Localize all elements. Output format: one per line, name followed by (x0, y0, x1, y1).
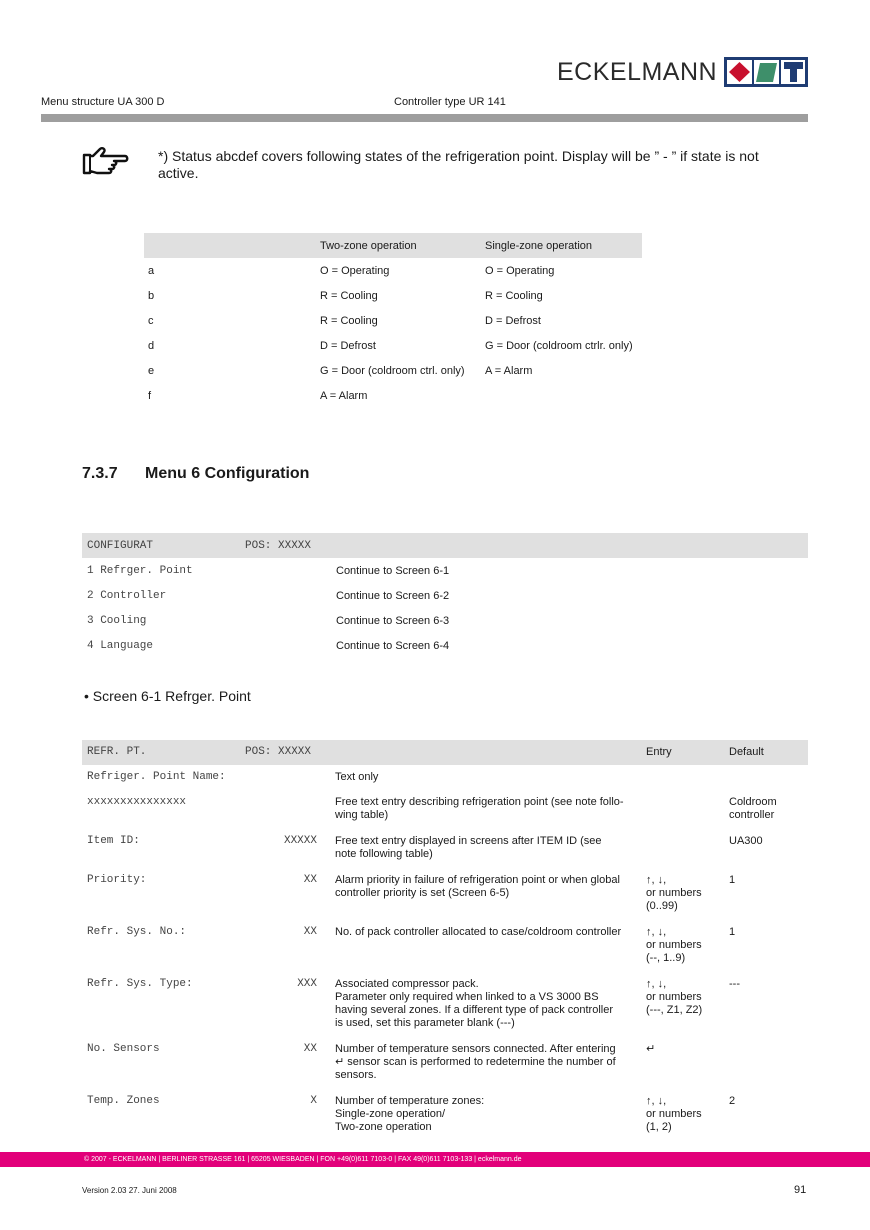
menu-item-label: 3 Cooling (87, 614, 147, 627)
screen-subheading-text: Screen 6-1 Refrger. Point (92, 688, 251, 704)
parameter-entry: ↵ (646, 1043, 656, 1055)
table-row (82, 1089, 808, 1141)
table-row (82, 972, 808, 1037)
parameter-value: XXXXX (283, 835, 317, 847)
menu-item-action: Continue to Screen 6-3 (336, 614, 450, 627)
menu-item-label: 2 Controller (87, 589, 167, 602)
footer-company-info: © 2007 - ECKELMANN | BERLINER STRASSE 161 | 65205 WIESBADEN | FON +49(0)611 7103-0 | FAX 49(0)611 7103-133 | eckelmann.de (84, 1156, 522, 1163)
screen-position: POS: XXXXX (245, 533, 336, 558)
parameter-default (729, 1037, 808, 1089)
status-table (144, 233, 642, 408)
parameter-label (87, 1037, 317, 1089)
default-header: Default (729, 740, 808, 765)
screen-6-1-table (82, 740, 808, 1141)
screen-position: POS: XXXXX (245, 746, 312, 758)
parameter-default (729, 765, 808, 790)
parameter-label (87, 829, 317, 868)
parameter-label (87, 765, 317, 790)
parameter-value: XX (303, 1043, 317, 1055)
parameter-entry (646, 790, 729, 829)
parameter-entry: ↑, ↓, or numbers (--, 1..9) (646, 926, 702, 964)
parameter-label-text: Temp. Zones (87, 1095, 160, 1107)
single-zone-state: O = Operating (485, 264, 555, 277)
parameter-label-text: No. Sensors (87, 1043, 160, 1055)
two-zone-state: G = Door (coldroom ctrl. only) (320, 364, 465, 377)
header-controller-type: Controller type UR 141 (394, 96, 506, 108)
parameter-description: Number of temperature zones: Single-zone operation/ Two-zone operation (335, 1095, 485, 1133)
menu-item-label: 1 Refrger. Point (87, 564, 193, 577)
description-header (335, 740, 646, 765)
table-row (82, 920, 808, 972)
parameter-value: XXX (297, 978, 317, 990)
parameter-default: 1 (729, 926, 736, 938)
parameter-description: Free text entry describing refrigeration point (see note follo- wing table) (335, 796, 624, 821)
parameter-default: 2 (729, 1095, 736, 1107)
parameter-entry: ↑, ↓, or numbers (1, 2) (646, 1095, 702, 1133)
parameter-default: UA300 (729, 835, 763, 847)
parameter-label (87, 1089, 317, 1141)
bullet-symbol: • (84, 688, 89, 704)
table-row (82, 558, 808, 583)
status-letter: a (148, 264, 155, 277)
parameter-label-text: Refriger. Point Name: (87, 771, 226, 783)
header-cell (144, 233, 320, 258)
two-zone-state: A = Alarm (320, 389, 368, 402)
parameter-label-text: Priority: (87, 874, 147, 886)
screen-subheading (84, 688, 251, 704)
table-row (82, 829, 808, 868)
two-zone-state: R = Cooling (320, 314, 378, 327)
document-version: Version 2.03 27. Juni 2008 (82, 1186, 177, 1195)
menu-item-action: Continue to Screen 6-1 (336, 564, 450, 577)
entry-header: Entry (646, 740, 729, 765)
two-zone-state: R = Cooling (320, 289, 378, 302)
parameter-entry (646, 829, 729, 868)
parameter-value: XX (303, 926, 317, 938)
screen-title: CONFIGURAT (87, 533, 245, 558)
parameter-value: XX (303, 874, 317, 886)
table-row (144, 308, 642, 333)
status-letter: f (148, 389, 152, 402)
menu-item-action: Continue to Screen 6-2 (336, 589, 450, 602)
menu-item-action: Continue to Screen 6-4 (336, 639, 450, 652)
screen-table-header (82, 740, 808, 765)
table-row (144, 258, 642, 283)
table-row (144, 383, 642, 408)
parameter-label (87, 920, 317, 972)
two-zone-state: O = Operating (320, 264, 390, 277)
table-row (144, 333, 642, 358)
parameter-default: 1 (729, 874, 736, 886)
single-zone-state (485, 383, 642, 408)
single-zone-state: A = Alarm (485, 364, 533, 377)
parameter-label-text: Refr. Sys. No.: (87, 926, 187, 938)
parameter-default: --- (729, 978, 740, 990)
section-title: Menu 6 Configuration (145, 465, 310, 482)
table-row (82, 633, 808, 658)
section-heading (82, 465, 309, 483)
screen-title: REFR. PT. POS: XXXXX (87, 740, 317, 765)
parameter-value: X (310, 1095, 317, 1107)
eckelmann-logo-icon (724, 57, 808, 87)
single-zone-state: R = Cooling (485, 289, 543, 302)
header-document-title: Menu structure UA 300 D (41, 96, 165, 108)
parameter-entry: ↑, ↓, or numbers (---, Z1, Z2) (646, 978, 703, 1016)
parameter-description: Associated compressor pack. Parameter only required when linked to a VS 3000 BS having several zones. If a different type of pack controller is used, set this parameter blank (---) (335, 978, 614, 1029)
page-number: 91 (794, 1184, 807, 1196)
brand-logo-text: ECKELMANN (557, 58, 718, 86)
table-row (82, 790, 808, 829)
status-table-header (144, 233, 642, 258)
parameter-description: Number of temperature sensors connected. After entering ↵ sensor scan is performed to redetermine the number of sensors. (335, 1043, 616, 1081)
parameter-label (87, 972, 317, 1037)
header-divider (41, 114, 808, 122)
single-zone-state: G = Door (coldroom ctrlr. only) (485, 339, 633, 352)
parameter-label (87, 868, 317, 920)
table-row (82, 1037, 808, 1089)
table-row (82, 608, 808, 633)
header-cell: Single-zone operation (485, 233, 642, 258)
section-number: 7.3.7 (82, 465, 118, 482)
parameter-default: Coldroom controller (729, 796, 777, 821)
parameter-description: Alarm priority in failure of refrigeration point or when global controller priority is set (Screen 6-5) (335, 874, 620, 899)
parameter-description: Text only (335, 771, 379, 783)
parameter-description: No. of pack controller allocated to case/coldroom controller (335, 926, 622, 938)
table-row (144, 358, 642, 383)
header-cell: Two-zone operation (320, 233, 485, 258)
two-zone-state: D = Defrost (320, 339, 376, 352)
parameter-entry (646, 765, 729, 790)
parameter-entry: ↑, ↓, or numbers (0..99) (646, 874, 702, 912)
parameter-label (87, 790, 317, 829)
status-letter: d (148, 339, 155, 352)
configuration-menu-table (82, 533, 808, 658)
table-row (82, 583, 808, 608)
parameter-label-text: Refr. Sys. Type: (87, 978, 193, 990)
pointing-hand-icon (81, 146, 129, 176)
table-row (144, 283, 642, 308)
parameter-label-text: Item ID: (87, 835, 140, 847)
status-letter: e (148, 364, 155, 377)
single-zone-state: D = Defrost (485, 314, 541, 327)
parameter-description: Free text entry displayed in screens after ITEM ID (see note following table) (335, 835, 602, 860)
status-letter: c (148, 314, 154, 327)
menu-item-label: 4 Language (87, 639, 154, 652)
table-row (82, 765, 808, 790)
parameter-label-text: xxxxxxxxxxxxxxx (87, 796, 187, 808)
config-table-header (82, 533, 808, 558)
status-letter: b (148, 289, 155, 302)
status-note: *) Status abcdef covers following states of the refrigeration point. Display will be ” - ” if state is not active. (158, 148, 759, 181)
table-row (82, 868, 808, 920)
